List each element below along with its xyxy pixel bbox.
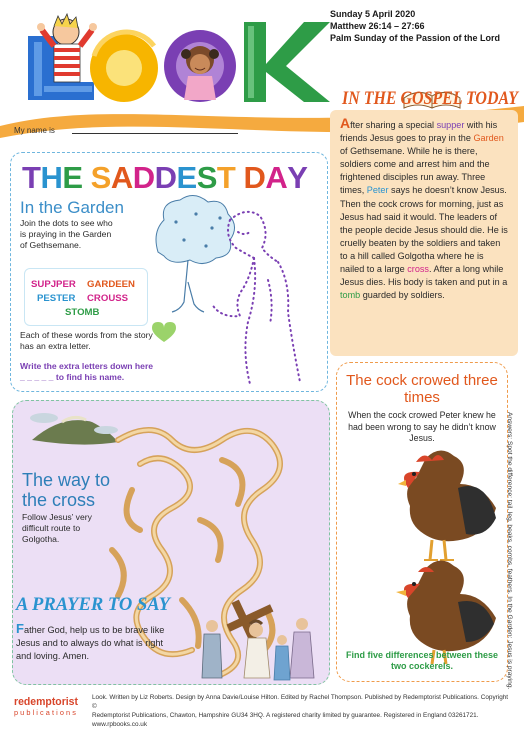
- olive-tree-icon: [156, 195, 235, 312]
- gospel-text-5: . After a long while Jesus dies. His body is taken and put in a: [340, 264, 508, 288]
- prayer-body: ather God, help us to be brave like Jesus and to always do what is right and loving. Amen.: [16, 625, 165, 661]
- redemptorist-logo: [14, 692, 80, 720]
- word-pester: PESTER: [37, 293, 76, 304]
- saddest-title-letter: A: [110, 160, 133, 195]
- gospel-story-box: [330, 110, 518, 356]
- logo-letter-k: [244, 22, 330, 102]
- gospel-text-4: says he doesn’t know Jesus. Then the cock crows for morning, just as Jesus had said it would. The leaders of the people decide Jesus should die. He is cruelly beaten by the soldiers and taken to a hill called Golgotha where he is nailed to a large: [340, 185, 508, 275]
- cockerel-top-icon: [398, 450, 496, 560]
- extra-letter-instruction: Each of these words from the story has an extra letter.: [20, 330, 153, 351]
- soldier-left: [202, 620, 222, 678]
- gospel-title-text: IN THE GOSPEL TODAY: [341, 88, 520, 109]
- saddest-title-letter: H: [40, 160, 63, 195]
- occasion: Palm Sunday of the Passion of the Lord: [330, 33, 501, 43]
- way-to-cross-instructions: Follow Jesus’ very difficult route to Golgotha.: [22, 512, 92, 544]
- name-write-line[interactable]: [72, 133, 238, 134]
- saddest-day-title: [22, 160, 307, 196]
- prayer-text: [16, 622, 166, 663]
- saddest-title-letter: D: [243, 160, 266, 195]
- jesus-carrying-cross-illustration: [190, 598, 330, 686]
- word-stomb: STOMB: [65, 307, 100, 318]
- word-crouss: CROUSS: [87, 293, 129, 304]
- saddest-title-letter: S: [90, 160, 111, 195]
- cockerel-text: When the cock crowed Peter knew he had been wrong to say he didn’t know Jesus.: [348, 410, 496, 443]
- garden-instructions: Join the dots to see who is praying in the Garden of Gethsemane.: [20, 218, 113, 250]
- gospel-word-cross: cross: [407, 264, 429, 275]
- name-label: My name is: [14, 126, 55, 135]
- saddest-title-letter: E: [176, 160, 197, 195]
- saddest-title-letter: T: [22, 160, 41, 195]
- saddest-title-letter: D: [132, 160, 155, 195]
- gospel-word-peter: Peter: [366, 185, 389, 196]
- gospel-word-garden: Garden: [473, 133, 504, 144]
- logo-letter-o-first: [90, 32, 158, 102]
- saddest-title-letter: E: [62, 160, 83, 195]
- word-gardeen: GARDEEN: [87, 279, 135, 290]
- jumbled-words-box: [24, 268, 148, 326]
- logo-top-text: redemptorist: [14, 696, 79, 708]
- answers-text: Answers: Spot the difference: tail, leg, beaks, combs, feathers. In the Garden: Jesus is praying.: [506, 412, 513, 690]
- saddest-title-letter: D: [154, 160, 177, 195]
- saddest-title-letter: Y: [287, 160, 308, 195]
- gospel-word-tomb: tomb: [340, 290, 361, 301]
- date-block: [330, 8, 520, 44]
- hill-icon: [30, 413, 118, 445]
- saddest-title-letter: S: [196, 160, 217, 195]
- find-differences-instruction: Find five differences between these two cockerels.: [345, 650, 499, 671]
- join-the-dots-picture[interactable]: [150, 192, 322, 388]
- garden-heading: In the Garden: [20, 198, 124, 217]
- woman-figure: [274, 635, 290, 680]
- logo-bottom-text: publications: [14, 710, 78, 717]
- saddest-title-letter: [235, 160, 243, 196]
- way-to-cross-heading: The way to the cross: [22, 470, 111, 510]
- onlooker-right: [290, 618, 314, 678]
- gospel-text-1: fter sharing a special: [350, 120, 437, 130]
- cockerel-bottom-icon: [396, 560, 496, 664]
- footer-credit-line-1: Look. Written by Liz Roberts. Design by Anna Davie/Louise Hilton. Edited by Rachel Thompson. Published by Redemptorist Publications. Copyright ©: [92, 694, 509, 710]
- gospel-text-3: of Gethsemane. While he is there, soldiers come and arrest him and the frightened disciples run away. Three times,: [340, 146, 490, 196]
- gospel-drop-cap: A: [340, 115, 351, 131]
- gospel-word-supper: supper: [436, 120, 465, 130]
- gospel-text-2: with his friends Jesus goes to pray in the: [340, 120, 498, 144]
- saddest-title-letter: T: [216, 160, 236, 195]
- prayer-title: [14, 588, 174, 618]
- look-logo: [4, 6, 334, 116]
- word-supjper: SUPJPER: [31, 279, 76, 290]
- cockerel-heading: The cock crowed three times: [346, 372, 498, 406]
- saddest-title-letter: A: [265, 160, 288, 195]
- gospel-text-6: guarded by soldiers.: [360, 290, 445, 301]
- reading-reference: Matthew 26:14 – 27:66: [330, 21, 425, 31]
- saddest-title-letter: [83, 160, 91, 196]
- date: Sunday 5 April 2020: [330, 9, 416, 19]
- prayer-drop-cap: F: [16, 621, 24, 636]
- gospel-title: [340, 78, 520, 114]
- prayer-title-text: A PRAYER TO SAY: [15, 594, 173, 615]
- write-letters-instruction: Write the extra letters down here _ _ _ _ _ to find his name.: [20, 361, 154, 382]
- spot-the-difference-picture[interactable]: [346, 448, 502, 670]
- footer-credit-line-2: Redemptorist Publications, Chawton, Hampshire GU34 3HQ. A registered charity limited by guarantee. Registered in England 03261721. www.rpbooks.co.uk: [92, 712, 479, 728]
- footer-credits: [92, 693, 512, 729]
